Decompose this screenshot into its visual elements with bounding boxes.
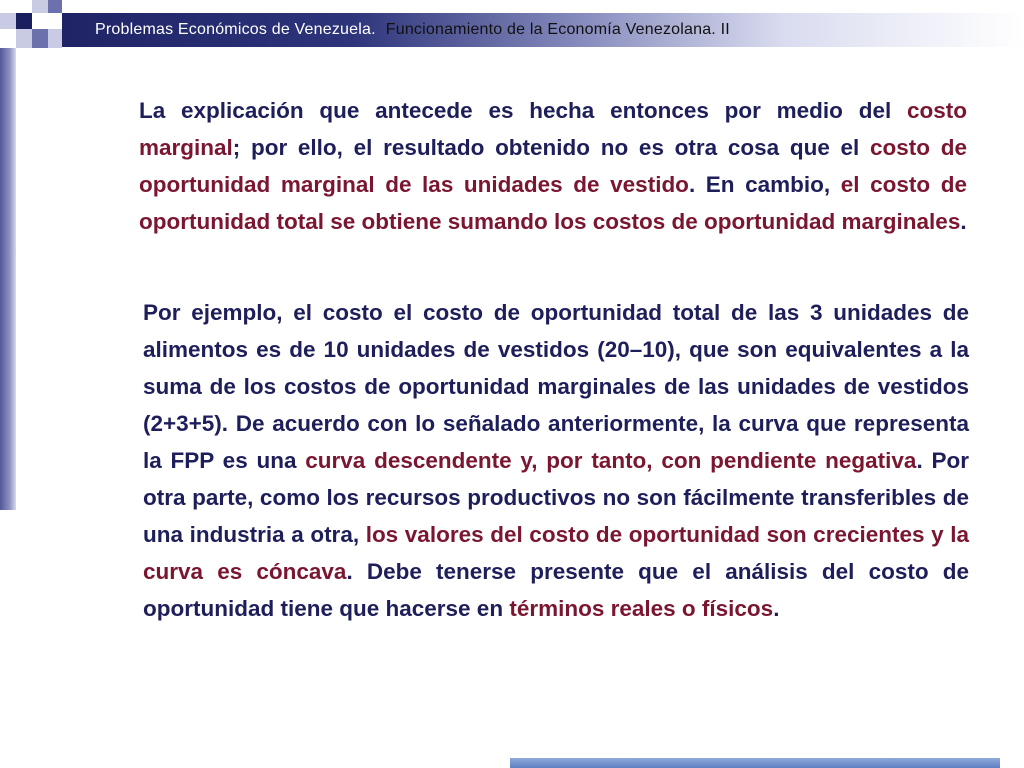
paragraph-1-text: ; por ello, el resultado obtenido no es otra cosa que el: [232, 135, 871, 160]
paragraph-1-text: .: [960, 209, 967, 234]
corner-square: [32, 0, 48, 13]
paragraph-1-text: . En cambio,: [688, 172, 841, 197]
header-title-part1: Problemas Económicos de Venezuela.: [95, 21, 376, 38]
paragraph-2-highlight: términos reales o físicos: [509, 596, 774, 621]
paragraph-2-text: Por ejemplo, el costo el costo de oportunidad total de las 3 unidades de alimentos es de 10 unidades de vestidos (20–10), que son equivalentes a la suma de los costos de oportunidad marginales de las unidades de vestidos (2+3+5). De acuerdo con lo señalado anteriormente, la curva que representa la FPP es una: [143, 300, 969, 473]
corner-square: [16, 13, 32, 29]
footer-accent-bar: [510, 758, 1000, 768]
corner-square: [16, 29, 32, 48]
paragraph-2-highlight: curva descendente y, por tanto, con pendiente negativa: [305, 448, 917, 473]
paragraph-1-highlight: el costo de oportunidad total se obtiene sumando los costos de oportunidad marginales: [139, 172, 967, 234]
paragraph-2-highlight: los valores del costo de oportunidad son crecientes y la curva es cóncava: [143, 522, 969, 584]
slide-header-title: [95, 20, 730, 40]
paragraph-1-highlight: costo marginal: [139, 98, 967, 160]
left-accent-bar: [0, 48, 16, 510]
paragraph-2-text: . Debe tenerse presente que el análisis del costo de oportunidad tiene que hacerse en: [143, 559, 970, 621]
paragraph-2-text: . Por otra parte, como los recursos productivos no son fácilmente transferibles de una industria a otra,: [143, 448, 969, 547]
paragraph-1-highlight: costo de oportunidad marginal de las unidades de vestido: [139, 135, 967, 197]
header-title-part2: Funcionamiento de la Economía Venezolana. II: [385, 21, 730, 38]
corner-square: [48, 29, 62, 48]
paragraph-1-text: La explicación que antecede es hecha entonces por medio del: [139, 98, 907, 123]
corner-square: [48, 0, 62, 13]
paragraph-1: [139, 92, 967, 240]
paragraph-2: [143, 294, 969, 627]
paragraph-2-text: .: [773, 596, 780, 621]
corner-square: [0, 13, 16, 29]
corner-square: [32, 29, 48, 48]
